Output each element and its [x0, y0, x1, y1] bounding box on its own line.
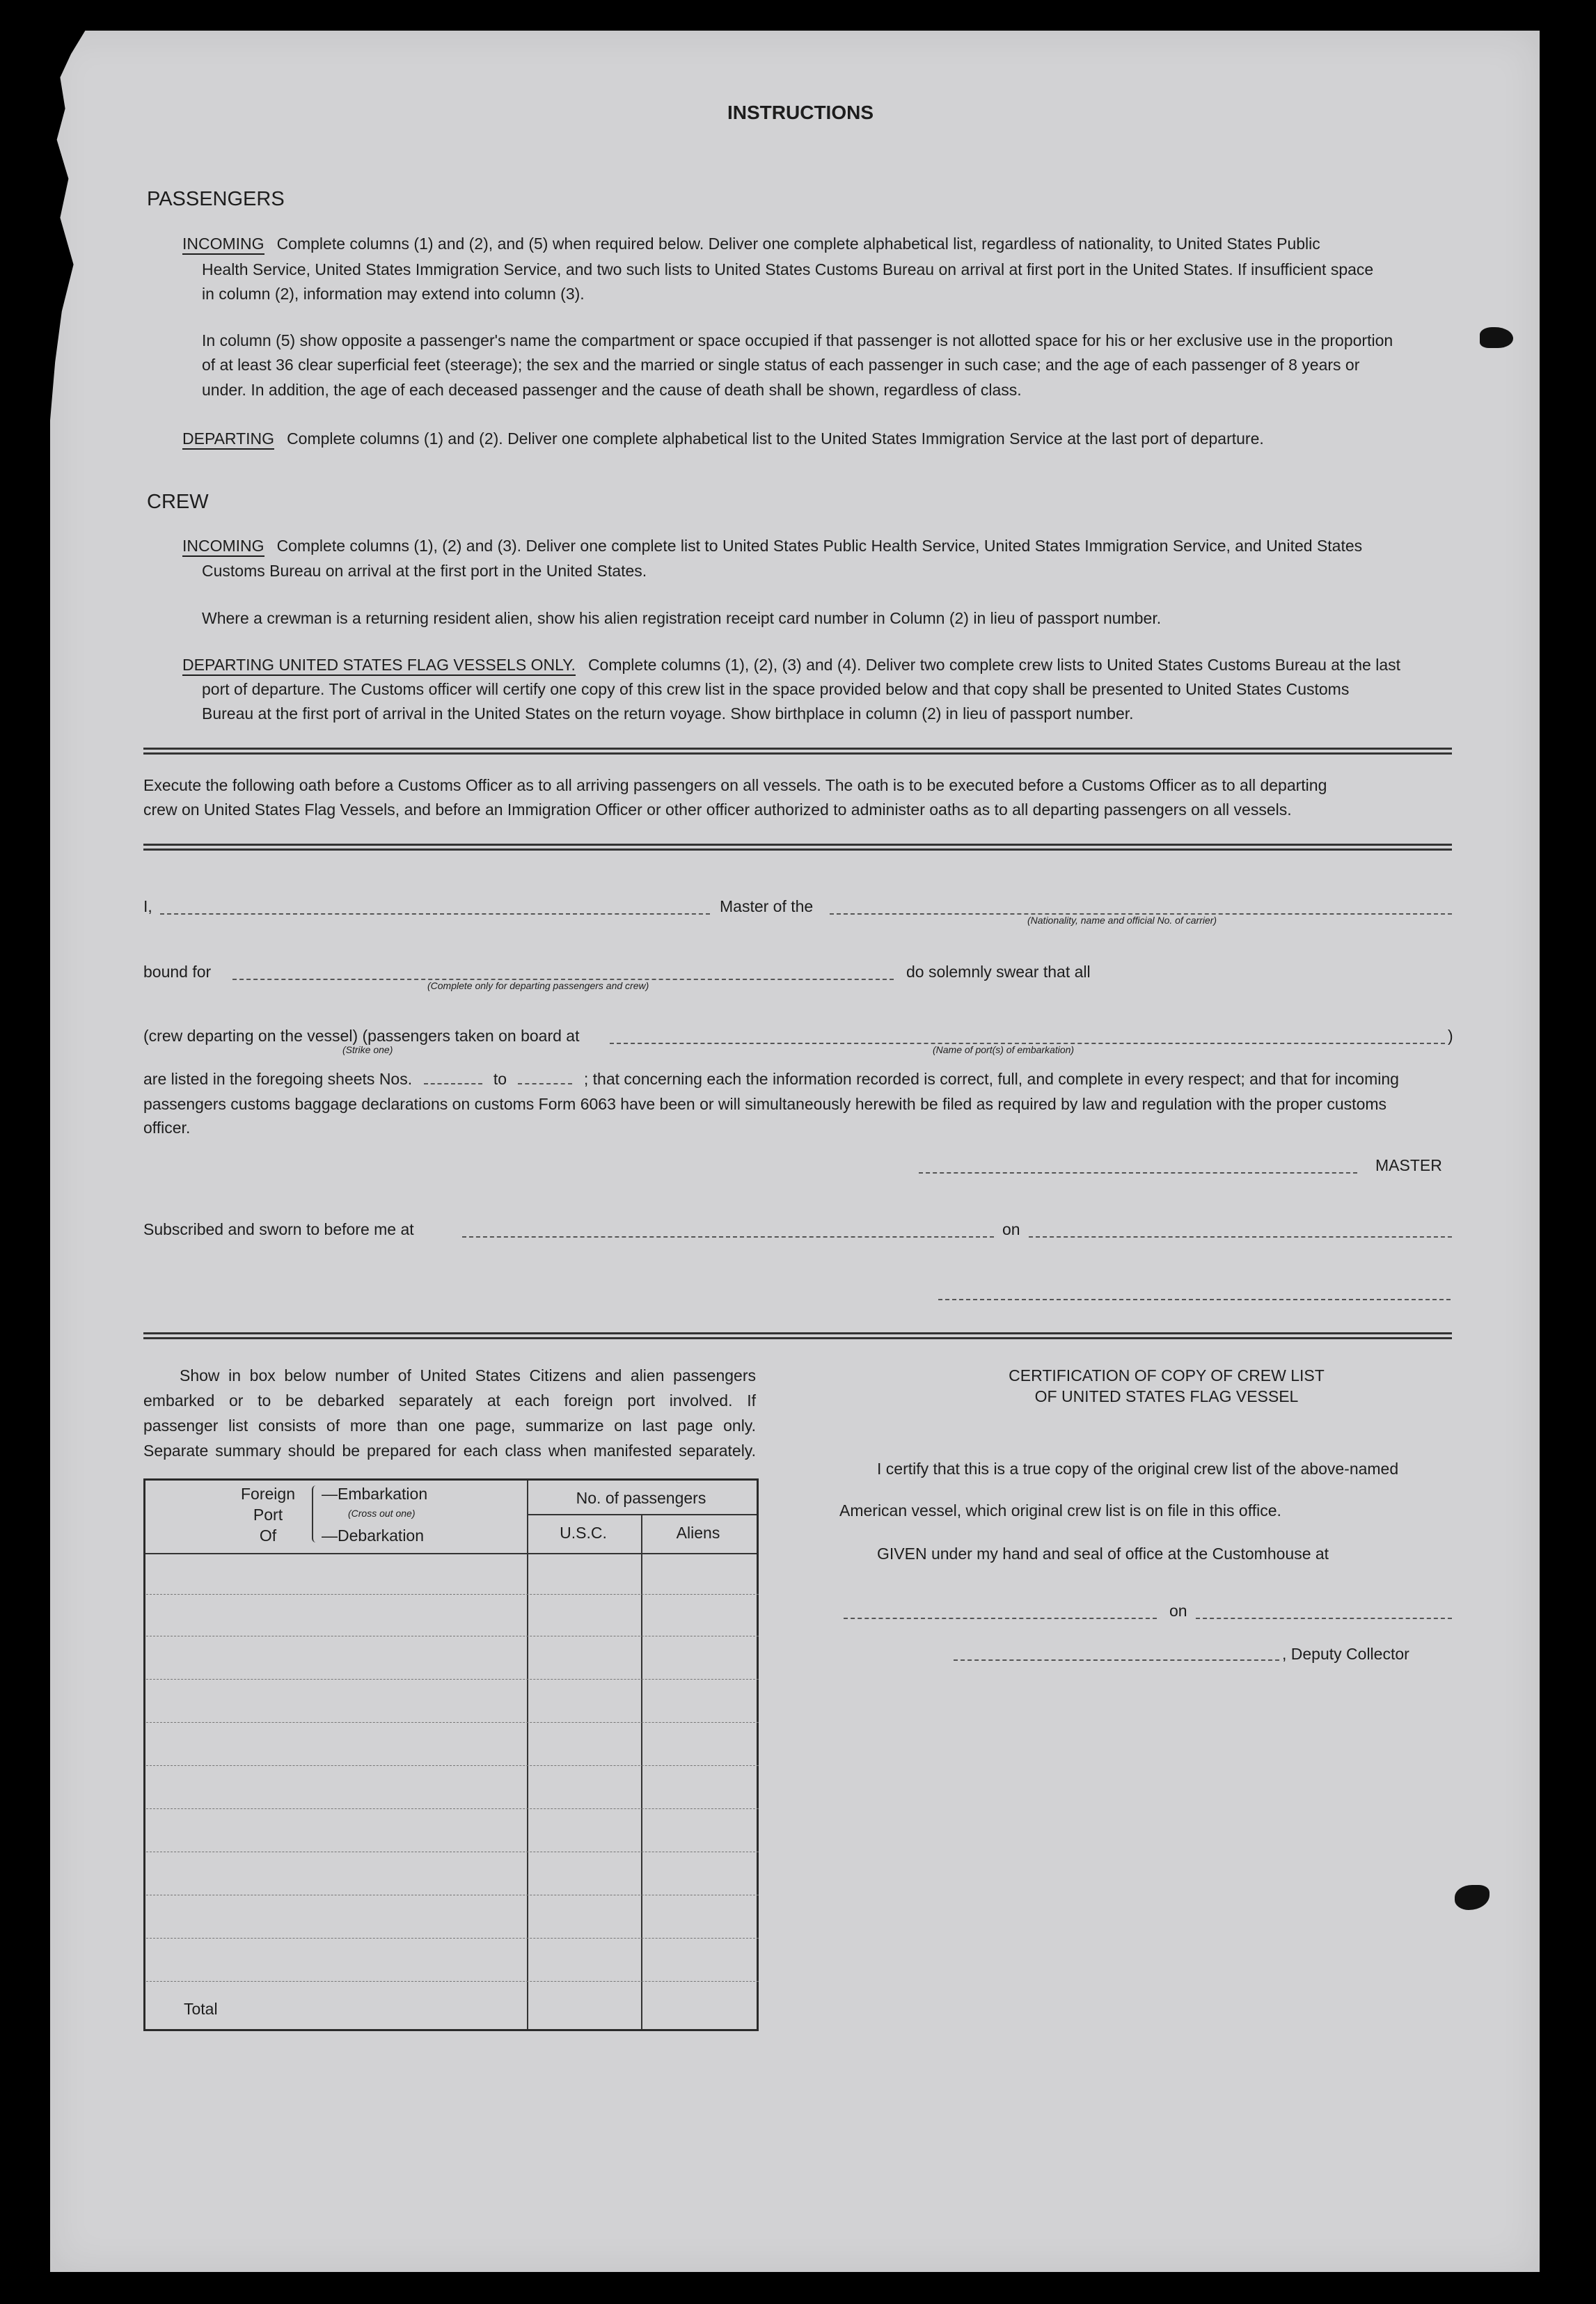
crew-alien-note: Where a crewman is a returning resident alien, show his alien registration receipt card number in Column (2) in lieu of passport number.: [202, 609, 1162, 627]
master-signature-field[interactable]: [919, 1172, 1357, 1174]
ink-blot: [1480, 327, 1513, 348]
usc-label: U.S.C.: [560, 1524, 607, 1542]
sworn-date-field[interactable]: [1029, 1236, 1452, 1238]
nationality-note: (Nationality, name and official No. of carrier): [1027, 915, 1217, 926]
close-paren: ): [1448, 1027, 1453, 1045]
master-of-label: Master of the: [720, 897, 814, 915]
passengers-incoming-line3: in column (2), information may extend into column (3).: [202, 285, 585, 303]
table-row[interactable]: [146, 1722, 759, 1723]
crew-incoming-label: INCOMING: [182, 537, 264, 557]
given-line: GIVEN under my hand and seal of office at the Customhouse at: [877, 1545, 1329, 1563]
table-row[interactable]: [146, 1938, 759, 1939]
sheets-from-field[interactable]: [424, 1083, 482, 1084]
debarkation-label: —Debarkation: [322, 1526, 425, 1545]
deputy-collector-signature-field[interactable]: [954, 1659, 1279, 1661]
swear-label: do solemnly swear that all: [906, 963, 1091, 981]
officer-signature-field[interactable]: [938, 1299, 1451, 1300]
customhouse-field[interactable]: [844, 1618, 1157, 1619]
oath-i-label: I,: [143, 897, 152, 915]
certification-title-line1: CERTIFICATION OF COPY OF CREW LIST: [1009, 1366, 1325, 1384]
table-divider: [641, 1514, 642, 2029]
double-rule: [143, 748, 1452, 755]
no-of-passengers-label: No. of passengers: [576, 1489, 706, 1507]
total-label: Total: [184, 2000, 218, 2018]
passengers-incoming-line1: INCOMING Complete columns (1) and (2), and (5) when required below. Deliver one complete alphabetical list, regardless of nationality, to United States Public: [182, 231, 1320, 256]
header-bottom-rule: [145, 1553, 757, 1554]
passenger-summary-table: [143, 1478, 759, 2031]
crew-departing-line3: Bureau at the first port of arrival in the United States on the return voyage. Show birthplace in column (2) in lieu of passport number.: [202, 704, 1134, 723]
crew-heading: CREW: [147, 491, 209, 513]
oath-instructions-line2: crew on United States Flag Vessels, and before an Immigration Officer or other officer authorized to administer oaths as to all departing passengers on all vessels.: [143, 800, 1292, 819]
strike-one-note: (Strike one): [342, 1044, 393, 1055]
passengers-departing-label: DEPARTING: [182, 429, 274, 450]
master-label: MASTER: [1375, 1156, 1442, 1174]
certification-title-line2: OF UNITED STATES FLAG VESSEL: [1034, 1387, 1299, 1405]
column5-line3: under. In addition, the age of each deceased passenger and the cause of death shall be shown, regardless of class.: [202, 381, 1022, 399]
table-row[interactable]: [146, 1765, 759, 1766]
crew-incoming-line2: Customs Bureau on arrival at the first port in the United States.: [202, 562, 647, 580]
sworn-place-field[interactable]: [462, 1236, 994, 1238]
header-divider: [527, 1514, 757, 1515]
crew-departing-line1: DEPARTING UNITED STATES FLAG VESSELS ONLY. Complete columns (1), (2), (3) and (4). Deliver two complete crew lists to United States Customs Bureau at the last: [182, 652, 1400, 677]
oath-line3: officer.: [143, 1119, 191, 1137]
deputy-collector-label: , Deputy Collector: [1282, 1645, 1409, 1663]
table-divider: [527, 1481, 528, 2029]
passengers-departing: DEPARTING Complete columns (1) and (2). Deliver one complete alphabetical list to the United States Immigration Service at the last port of departure.: [182, 426, 1264, 451]
crew-departing-label: (crew departing on the vessel) (passengers taken on board at: [143, 1027, 580, 1045]
passengers-heading: PASSENGERS: [147, 188, 285, 210]
oath-instructions-line1: Execute the following oath before a Customs Officer as to all arriving passengers on all vessels. The oath is to be executed before a Customs Officer as to all departing: [143, 776, 1327, 794]
table-row[interactable]: [146, 1594, 759, 1595]
column5-line1: In column (5) show opposite a passenger's name the compartment or space occupied if that passenger is not allotted space for his or her exclusive use in the proportion: [202, 331, 1393, 349]
double-rule: [143, 1332, 1452, 1339]
certify-line2: American vessel, which original crew list is on file in this office.: [839, 1501, 1281, 1520]
foreign-label: Foreign: [241, 1485, 295, 1503]
subscribed-label: Subscribed and sworn to before me at: [143, 1220, 414, 1238]
sheets-line: are listed in the foregoing sheets Nos. to ; that concerning each the information recorded is correct, full, and complete in every respect; and that for incoming: [143, 1070, 1399, 1088]
page-title: INSTRUCTIONS: [727, 102, 874, 123]
embarkation-label: —Embarkation: [322, 1485, 428, 1503]
certification-date-field[interactable]: [1196, 1618, 1452, 1619]
double-rule: [143, 844, 1452, 851]
oath-line2: passengers customs baggage declarations on customs Form 6063 have been or will simultaneously herewith be filed as required by law and regulation with the proper customs: [143, 1095, 1387, 1113]
passengers-incoming-line2: Health Service, United States Immigration Service, and two such lists to United States Customs Bureau on arrival at first port in the United States. If insufficient space: [202, 260, 1374, 278]
table-row[interactable]: [146, 1679, 759, 1680]
cross-out-note: (Cross out one): [348, 1508, 416, 1519]
bound-for-label: bound for: [143, 963, 212, 981]
crew-incoming-line1: INCOMING Complete columns (1), (2) and (3). Deliver one complete list to United States Public Health Service, United States Immigration Service, and United States: [182, 533, 1362, 558]
table-row[interactable]: [146, 1981, 759, 1982]
of-label: Of: [259, 1526, 277, 1545]
crew-departing-line2: port of departure. The Customs officer will certify one copy of this crew list in the space provided below and that copy shall be presented to United States Customs: [202, 680, 1350, 698]
sheets-to-field[interactable]: [518, 1083, 572, 1084]
complete-only-note: (Complete only for departing passengers and crew): [427, 980, 649, 991]
certify-line1: I certify that this is a true copy of the original crew list of the above-named: [877, 1460, 1399, 1478]
ports-note: (Name of port(s) of embarkation): [933, 1044, 1075, 1055]
brace-icon: [312, 1485, 320, 1542]
summary-instructions: Show in box below number of United States Citizens and alien passengers embarked or to be debarked separately at each foreign port involved. If passenger list consists of more than one page, summarize on last page only. Separate summary should be prepared for each class when manifested separately.: [143, 1366, 756, 1460]
master-name-field[interactable]: [160, 913, 710, 915]
sworn-on-label: on: [1002, 1220, 1020, 1238]
aliens-label: Aliens: [676, 1524, 720, 1542]
table-row[interactable]: [146, 1808, 759, 1809]
port-label: Port: [253, 1506, 283, 1524]
crew-departing-label: DEPARTING UNITED STATES FLAG VESSELS ONLY.: [182, 656, 576, 676]
column5-line2: of at least 36 clear superficial feet (steerage); the sex and the married or single status of each passenger in such case; and the age of each passenger of 8 years or: [202, 356, 1360, 374]
passengers-incoming-label: INCOMING: [182, 235, 264, 255]
certification-on-label: on: [1169, 1602, 1187, 1620]
